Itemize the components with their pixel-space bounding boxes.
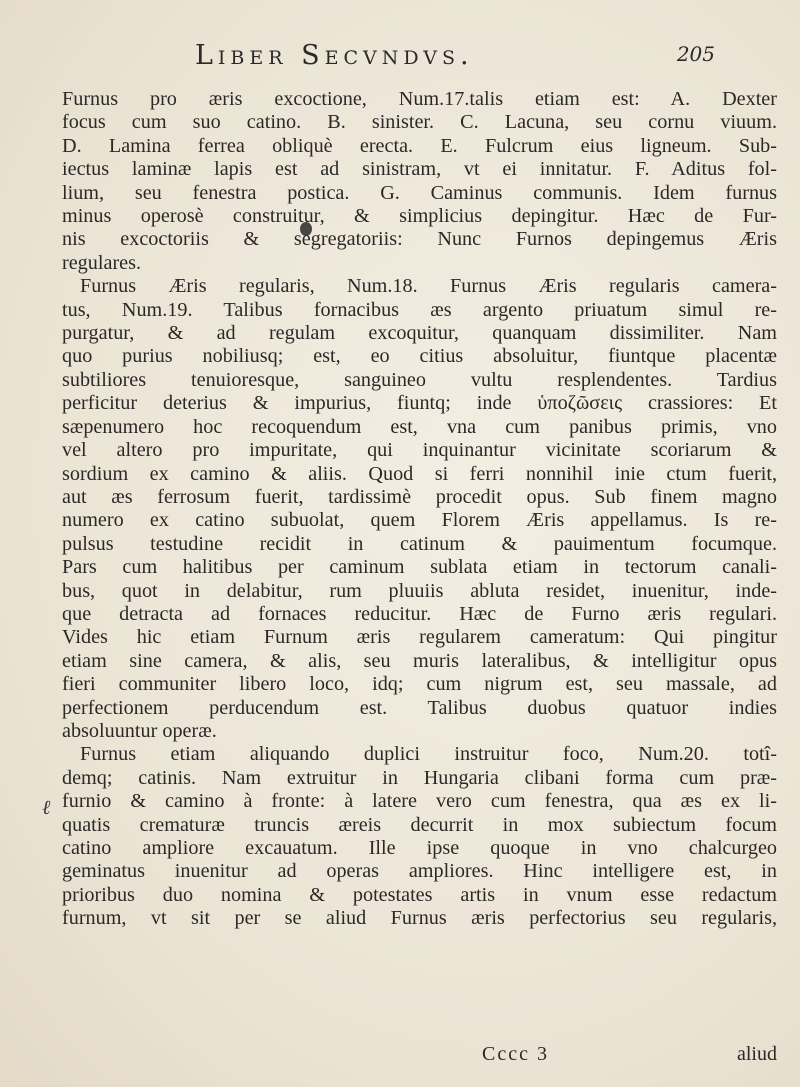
text-line: purgatur, & ad regulam excoquitur, quanquam dissimiliter. Nam (62, 322, 777, 345)
text-line: Furnus etiam aliquando duplici instruitur foco, Num.20. totî- (80, 743, 777, 766)
text-line: Furnus Æris regularis, Num.18. Furnus Æris regularis camera- (80, 275, 777, 298)
text-line: Vides hic etiam Furnum æris regularem cameratum: Qui pingitur (62, 626, 777, 649)
text-line: focus cum suo catino. B. sinister. C. Lacuna, seu cornu viuum. (62, 111, 777, 134)
text-line: numero ex catino subuolat, quem Florem Æris appellamus. Is re- (62, 509, 777, 532)
text-line: Pars cum halitibus per caminum sublata etiam in tectorum canali- (62, 556, 777, 579)
margin-mark: ℓ (42, 797, 51, 819)
text-line: pulsus testudine recidit in catinum & pauimentum focumque. (62, 532, 777, 555)
text-line: perficitur deterius & impurius, fiuntq; inde ὑποζῶσεις crassiores: Et (62, 392, 777, 415)
text-line: sordium ex camino & aliis. Quod si ferri nonnihil inie ctum fuerit, (62, 462, 777, 485)
text-line: demq; catinis. Nam extruitur in Hungaria clibani forma cum præ- (62, 766, 777, 789)
text-line: prioribus duo nomina & potestates artis in vnum esse redactum (62, 883, 777, 906)
text-line: que detracta ad fornaces reducitur. Hæc de Furno æris regulari. (62, 602, 777, 625)
text-line: iectus laminæ lapis est ad sinistram, vt ei innitatur. F. Aditus fol- (62, 158, 777, 181)
text-line: minus operosè construitur, & simplicius depingitur. Hæc de Fur- (62, 205, 777, 228)
text-line: quatis crematuræ truncis æreis decurrit in mox subiectum focum (62, 813, 777, 836)
text-line: catino ampliore excauatum. Ille ipse quoque in vno chalcurgeo (62, 837, 777, 859)
text-line: geminatus inuenitur ad operas ampliores. Hinc intelligere est, in (62, 860, 777, 883)
text-line: aut æs ferrosum fuerit, tardissimè procedit opus. Sub finem magno (62, 485, 777, 508)
text-line: nis excoctoriis & segregatoriis: Nunc Furnos depingemus Æris (62, 228, 777, 251)
running-title: Liber Secvndvs. (195, 40, 474, 71)
text-line: fieri communiter libero loco, idq; cum nigrum est, seu massale, ad (62, 673, 777, 696)
text-line: sæpenumero hoc recoquendum est, vna cum panibus primis, vno (62, 415, 777, 438)
page-number: 205 (676, 42, 715, 66)
text-line: lium, seu fenestra postica. G. Caminus communis. Idem furnus (62, 181, 777, 204)
body-text (62, 88, 777, 931)
text-line: furnum, vt sit per se aliud Furnus æris perfectorius seu regularis, (62, 907, 777, 930)
text-line: tus, Num.19. Talibus fornacibus æs argento priuatum simul re- (62, 298, 777, 321)
text-line: perfectionem perducendum est. Talibus duobus quatuor indies (62, 696, 777, 719)
catchword: aliud (737, 1043, 777, 1065)
text-line: D. Lamina ferrea obliquè erecta. E. Fulcrum eius ligneum. Sub- (62, 134, 777, 157)
text-line: regulares. (62, 251, 142, 274)
text-line: subtiliores tenuioresque, sanguineo vultu resplendentes. Tardius (62, 368, 777, 391)
text-line: quo purius nobiliusq; est, eo citius absoluitur, fiuntque placentæ (62, 345, 777, 368)
page-header (195, 30, 715, 80)
text-line: vel altero pro impuritate, qui inquinantur vicinitate scoriarum & (62, 439, 777, 462)
text-line: absoluuntur operæ. (62, 719, 217, 742)
text-line: bus, quot in delabitur, rum pluuiis abluta residet, inuenitur, inde- (62, 579, 777, 602)
text-line: Furnus pro æris excoctione, Num.17.talis etiam est: A. Dexter (62, 88, 777, 110)
signature-mark: Cccc 3 (482, 1043, 549, 1065)
text-line: etiam sine camera, & alis, seu muris lateralibus, & intelligitur opus (62, 649, 777, 672)
text-line: furnio & camino à fronte: à latere vero cum fenestra, qua æs ex li- (62, 790, 777, 813)
